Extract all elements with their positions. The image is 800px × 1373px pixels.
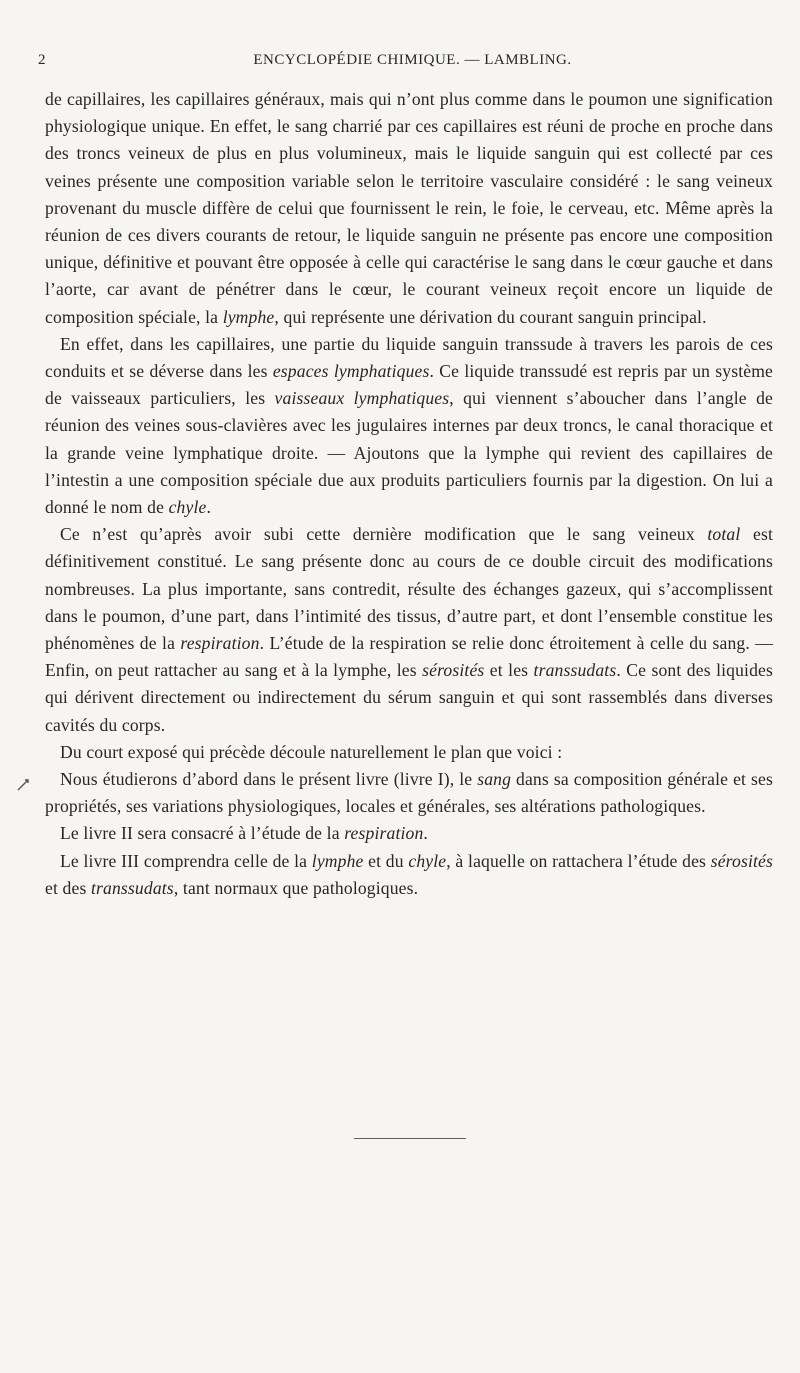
page-header: [38, 52, 773, 78]
italic-term: vaisseaux lymphatiques: [274, 388, 450, 409]
paragraph: [45, 848, 773, 902]
running-title: ENCYCLOPÉDIE CHIMIQUE. — LAMBLING.: [253, 52, 572, 68]
italic-term: transsudats: [533, 660, 617, 681]
italic-term: transsudats: [91, 877, 174, 898]
italic-term: lymphe: [311, 850, 364, 871]
text-run: . Ce sont des liquides qui dérivent directement ou indirectement du sérum sanguin et qui sont rassemblés dans diverses cavités du corps.: [45, 660, 773, 735]
text-run: et les: [484, 660, 534, 681]
italic-term: espaces lymphatiques: [272, 361, 430, 382]
text-run: Nous étudierons d’abord dans le présent livre (livre I), le: [60, 769, 478, 790]
page-number: 2: [38, 52, 46, 68]
margin-mark-icon: [16, 778, 30, 792]
text-run: .: [206, 497, 212, 518]
text-run: , tant normaux que pathologiques.: [173, 877, 419, 898]
paragraph: [45, 521, 773, 739]
section-divider: [354, 1138, 466, 1139]
text-run: En effet, dans les capillaires, une partie du liquide sanguin transsude à travers les parois de ces conduits et se déverse dans les: [45, 333, 773, 382]
text-run: , qui viennent s’aboucher dans l’angle de réunion des veines sous-clavières avec les jugulaires internes par deux troncs, le canal thoracique et la grande veine lymphatique droite. — Ajoutons que la lymphe qui revient des capillaires de l’intestin a une composition spéciale due aux produits particuliers fournis par la digestion. On lui a donné le nom de: [45, 388, 773, 518]
text-run: dans sa composition générale et ses propriétés, ses variations physiologiques, locales et générales, ses altérations pathologiques.: [45, 769, 773, 817]
paragraph: [45, 86, 773, 331]
italic-term: chyle: [408, 850, 447, 871]
text-run: et des: [45, 877, 91, 898]
italic-term: sérosités: [422, 660, 485, 681]
text-run: . L’étude de la respiration se relie donc étroitement à celle du sang. — Enfin, on peut rattacher au sang et à la lymphe, les: [45, 633, 773, 681]
paragraph: Du court exposé qui précède découle naturellement le plan que voici :: [60, 741, 563, 762]
paragraph: [45, 331, 773, 521]
text-run: Ce n’est qu’après avoir subi cette dernière modification que le sang veineux: [60, 524, 708, 545]
text-run: , qui représente une dérivation du courant sanguin principal.: [274, 306, 707, 327]
text-run: Le livre III comprendra celle de la: [60, 850, 312, 871]
text-run: , à laquelle on rattachera l’étude des: [446, 850, 711, 871]
text-run: est définitivement constitué. Le sang présente donc au cours de ce double circuit des modifications nombreuses. La plus importante, sans contredit, résulte des échanges gazeux, qui s’accomplissent dans le poumon, d’une part, dans l’intimité des tissus, d’autre part, et dont l’ensemble constitue les phénomènes de la: [45, 524, 773, 654]
italic-term: total: [707, 524, 741, 545]
text-run: de capillaires, les capillaires généraux, mais qui n’ont plus comme dans le poumon une signification physiologique unique. En effet, le sang charrié par ces capillaires est réuni de proche en proche dans des troncs veineux de plus en plus volumineux, mais le liquide sanguin qui est collecté par ces veines présente une composition variable selon le territoire vasculaire considéré : le sang veineux provenant du muscle diffère de celui que fournissent le rein, le foie, le cerveau, etc. Même après la réunion de ces divers courants de retour, le liquide sanguin ne présente pas encore une composition unique, définitive et pouvant être opposée à celle qui caractérise le sang dans le cœur gauche et dans l’aorte, car avant de pénétrer dans le cœur, le courant veineux reçoit encore un liquide de composition spéciale, la: [45, 89, 773, 327]
text-run: .: [423, 823, 428, 844]
italic-term: chyle: [168, 497, 207, 518]
italic-term: respiration: [344, 823, 424, 844]
body-text: [45, 86, 773, 902]
text-run: . Ce liquide transsudé est repris par un système de vaisseaux particuliers, les: [45, 361, 773, 409]
italic-term: sérosités: [710, 850, 773, 871]
text-run: Le livre II sera consacré à l’étude de la: [60, 823, 345, 844]
italic-term: sang: [477, 769, 512, 790]
italic-term: respiration: [180, 633, 260, 654]
paragraph: [45, 820, 773, 847]
paragraph: [45, 766, 773, 820]
italic-term: lymphe: [222, 306, 275, 327]
text-run: et du: [363, 850, 409, 871]
